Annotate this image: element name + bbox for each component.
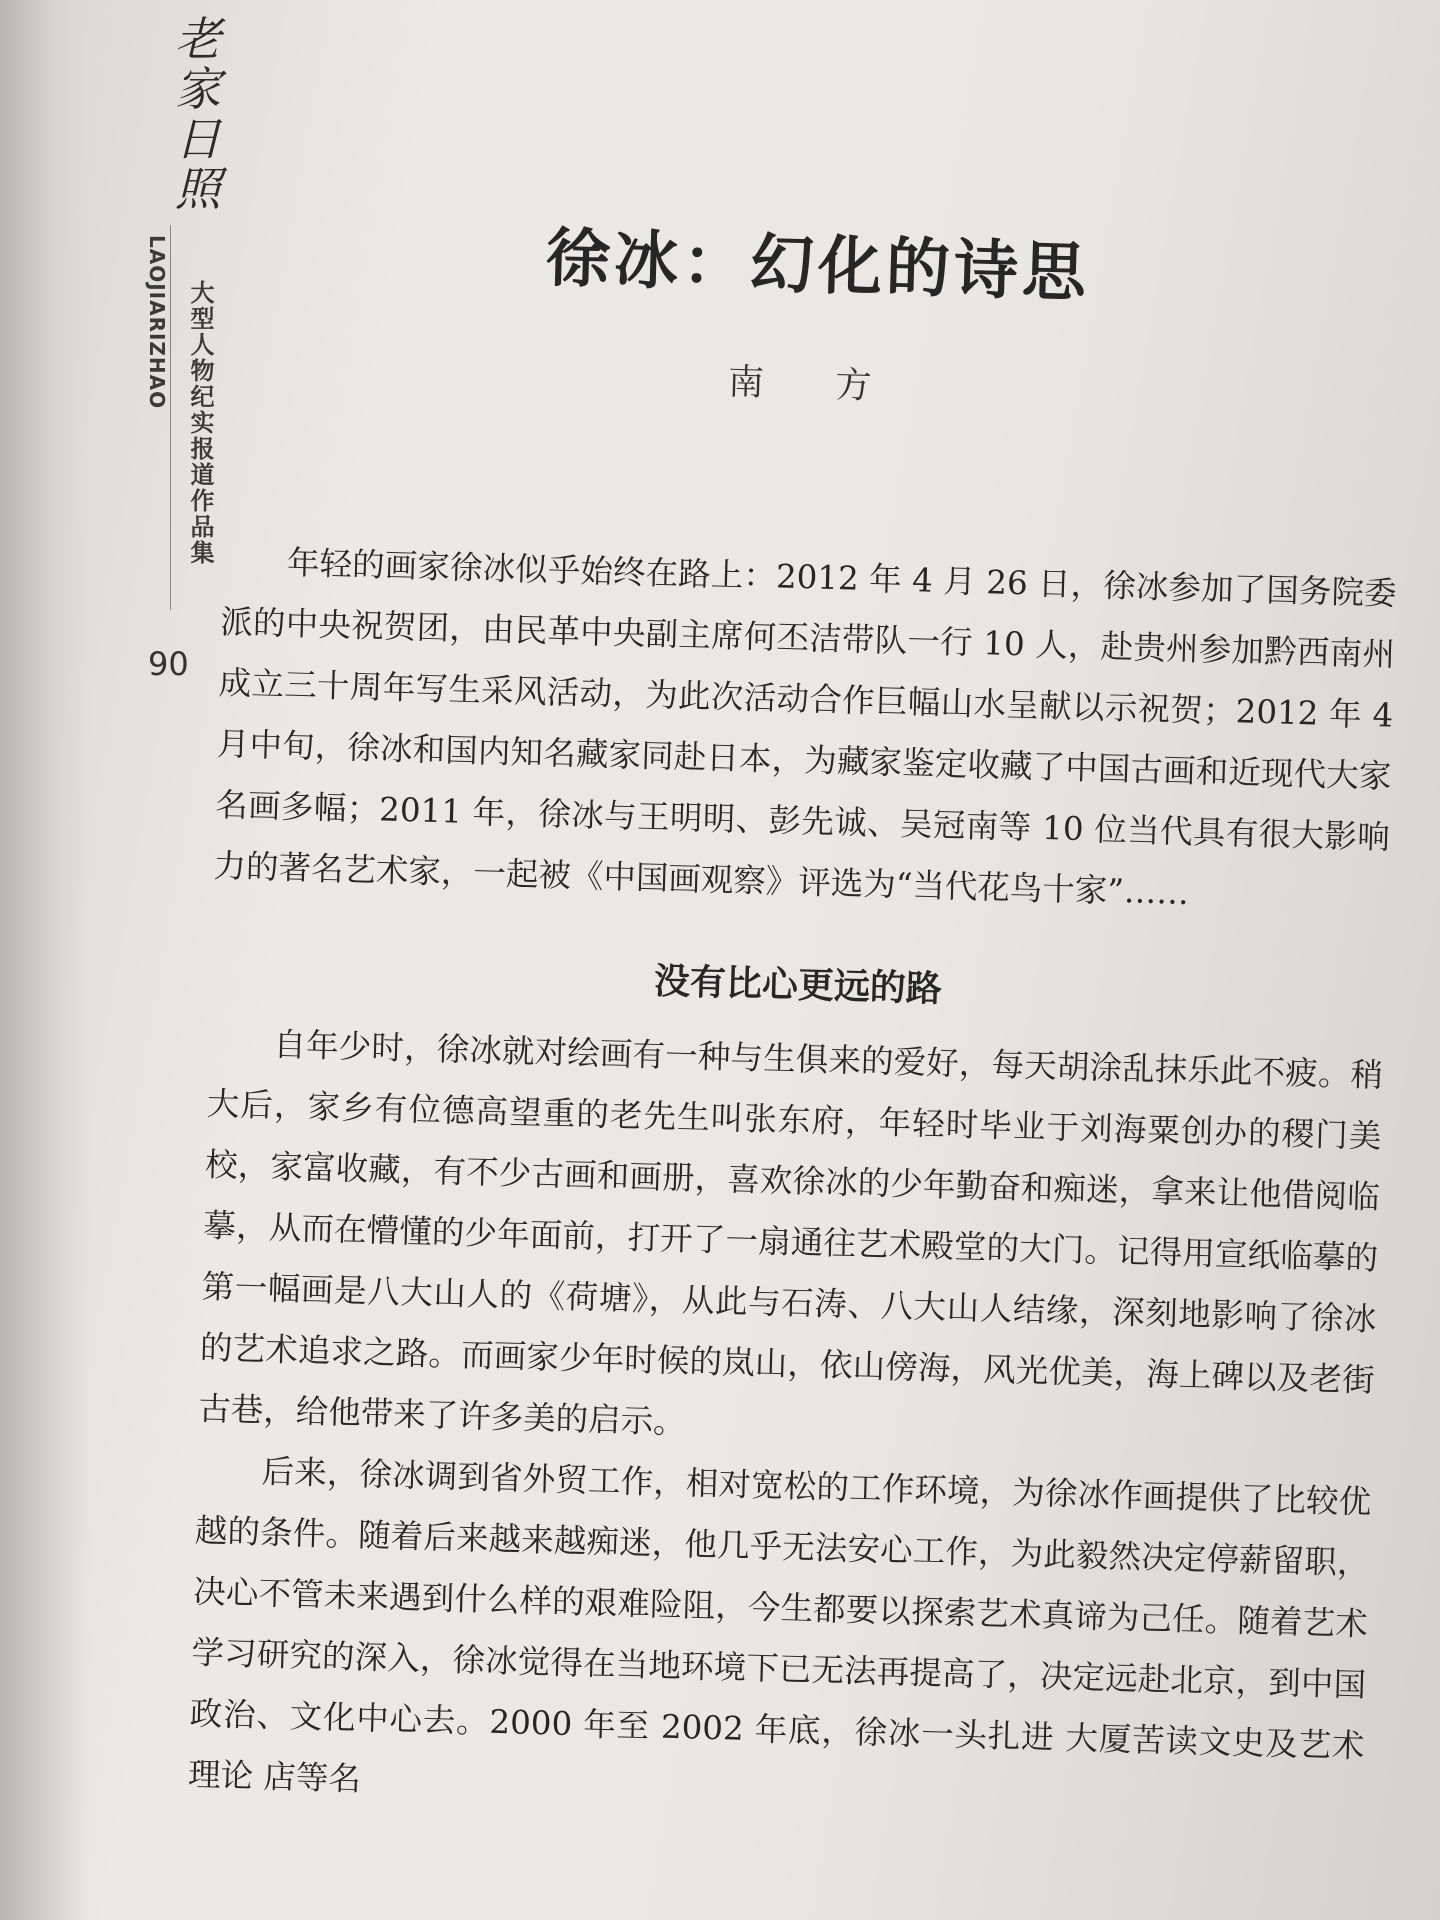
brand-char: 老	[175, 12, 221, 66]
article-author: 南 方	[727, 361, 902, 408]
series-title: 大型人物纪实报道作品集	[186, 280, 214, 566]
body-paragraph: 后来，徐冰调到省外贸工作，相对宽松的工作环境，为徐冰作画提供了比较优越的条件。随着后来越来越痴迷，他几乎无法安心工作，为此毅然决定停薪留职，决心不管未来遇到什么样的艰难险阻，今生都要以探索艺术真谛为己任。随着艺术学习研究的深入，徐冰觉得在当地环境下已无法再提高了，决定远赴北京，到中国政治、文化中心去。2000 年至 2002 年底，徐冰一头扎进 大厦苦读文史及艺术理论 店等名	[187, 1452, 1372, 1799]
brand-char: 照	[175, 162, 221, 216]
article-title: 徐冰：幻化的诗思	[545, 221, 1091, 311]
page-number: 90	[148, 645, 189, 683]
brand-char: 日	[175, 112, 221, 166]
gutter-shadow	[0, 0, 90, 1920]
brand-char: 家	[175, 62, 221, 116]
article	[187, 205, 1406, 1838]
brand-pinyin: LAOJIARIZHAO	[145, 235, 169, 410]
intro-paragraph: 年轻的画家徐冰似乎始终在路上：2012 年 4 月 26 日，徐冰参加了国务院委派的中央祝贺团，由民革中央副主席何丕洁带队一行 10 人，赴贵州参加黔西南州成立三十周年写生采风活动，为此次活动合作巨幅山水呈献以示祝贺；2012 年 4 月中旬，徐冰和国内知名藏家同赴日本，为藏家鉴定收藏了中国古画和近现代大家名画多幅；2011 年，徐冰与王明明、彭先诚、吴冠南等 10 位当代具有很大影响力的著名艺术家，一起被《中国画观察》评选为“当代花鸟十家”……	[213, 543, 1398, 912]
header-divider	[170, 225, 171, 610]
brand-calligraphy	[168, 14, 228, 214]
body-paragraph: 自年少时，徐冰就对绘画有一种与生俱来的爱好，每天胡涂乱抹乐此不疲。稍大后，家乡有位德高望重的老先生叫张东府，年轻时毕业于刘海粟创办的稷门美校，家富收藏，有不少古画和画册，喜欢徐冰的少年勤奋和痴迷，拿来让他借阅临摹，从而在懵懂的少年面前，打开了一扇通往艺术殿堂的大门。记得用宣纸临摹的第一幅画是八大山人的《荷塘》，从此与石涛、八大山人结缘，深刻地影响了徐冰的艺术追求之路。而画家少年时候的岚山，依山傍海，风光优美，海上碑以及老街古巷，给他带来了许多美的启示。	[197, 1025, 1384, 1442]
section-title: 没有比心更远的路	[653, 961, 943, 1011]
